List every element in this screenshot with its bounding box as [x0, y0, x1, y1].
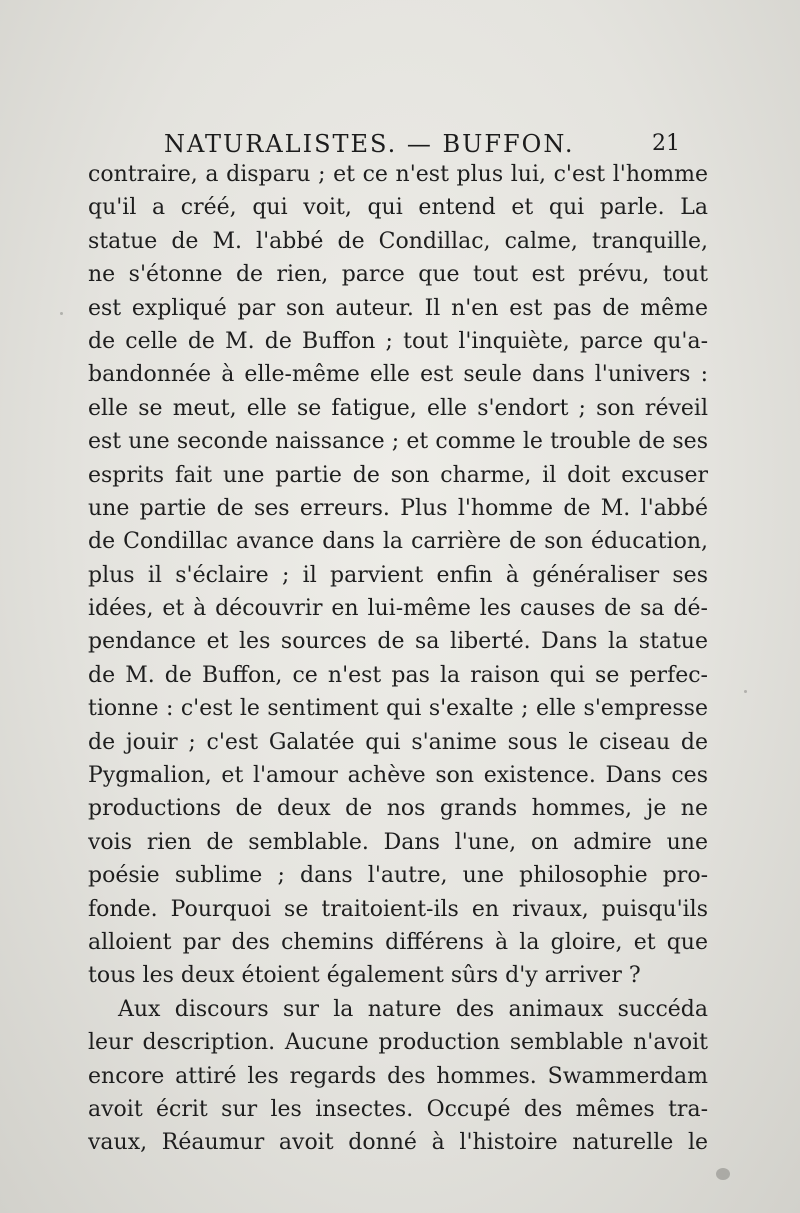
text-line: qu'il a créé, qui voit, qui entend et qui parle. La — [88, 195, 708, 221]
text-line: tionne : c'est le sentiment qui s'exalte ; elle s'empresse — [88, 696, 708, 722]
body-text — [88, 158, 708, 1160]
paper-blemish — [716, 1168, 730, 1180]
text-line: est une seconde naissance ; et comme le trouble de ses — [88, 429, 708, 455]
text-line: statue de M. l'abbé de Condillac, calme, tranquille, — [88, 228, 708, 254]
text-line: pendance et les sources de sa liberté. Dans la statue — [88, 629, 708, 655]
text-line: idées, et à découvrir en lui-même les causes de sa dé- — [88, 596, 708, 622]
text-line: vaux, Réaumur avoit donné à l'histoire naturelle le — [88, 1130, 708, 1156]
text-line: bandonnée à elle-même elle est seule dans l'univers : — [88, 362, 708, 388]
text-line: alloient par des chemins différens à la gloire, et que — [88, 929, 708, 955]
text-line: elle se meut, elle se fatigue, elle s'endort ; son réveil — [88, 395, 708, 421]
text-line: une partie de ses erreurs. Plus l'homme de M. l'abbé — [88, 495, 708, 521]
text-line: de jouir ; c'est Galatée qui s'anime sous le ciseau de — [88, 729, 708, 755]
text-line: de M. de Buffon, ce n'est pas la raison qui se perfec- — [88, 662, 708, 688]
text-line: vois rien de semblable. Dans l'une, on admire une — [88, 829, 708, 855]
text-line: esprits fait une partie de son charme, il doit excuser — [88, 462, 708, 488]
text-line: est expliqué par son auteur. Il n'en est pas de même — [88, 295, 708, 321]
paragraph-start-line: Aux discours sur la nature des animaux succéda — [118, 996, 708, 1022]
paper-blemish — [744, 690, 747, 693]
paragraph-end-line: tous les deux étoient également sûrs d'y arriver ? — [88, 963, 641, 989]
text-line: leur description. Aucune production semblable n'avoit — [88, 1030, 708, 1056]
page-number: 21 — [652, 131, 680, 156]
text-line: fonde. Pourquoi se traitoient-ils en rivaux, puisqu'ils — [88, 896, 708, 922]
text-line: avoit écrit sur les insectes. Occupé des mêmes tra- — [88, 1096, 708, 1122]
text-line: Pygmalion, et l'amour achève son existence. Dans ces — [88, 763, 708, 789]
paper-blemish — [60, 312, 63, 315]
text-line: ne s'étonne de rien, parce que tout est prévu, tout — [88, 262, 708, 288]
text-line: encore attiré les regards des hommes. Swammerdam — [88, 1063, 708, 1089]
text-line: plus il s'éclaire ; il parvient enfin à généraliser ses — [88, 562, 708, 588]
text-line: contraire, a disparu ; et ce n'est plus lui, c'est l'homme — [88, 162, 708, 187]
running-head: NATURALISTES. — BUFFON. — [164, 130, 575, 158]
text-line: productions de deux de nos grands hommes, je ne — [88, 796, 708, 822]
text-line: de Condillac avance dans la carrière de son éducation, — [88, 529, 708, 555]
text-line: poésie sublime ; dans l'autre, une philosophie pro- — [88, 863, 708, 889]
text-line: de celle de M. de Buffon ; tout l'inquiète, parce qu'a- — [88, 328, 708, 354]
